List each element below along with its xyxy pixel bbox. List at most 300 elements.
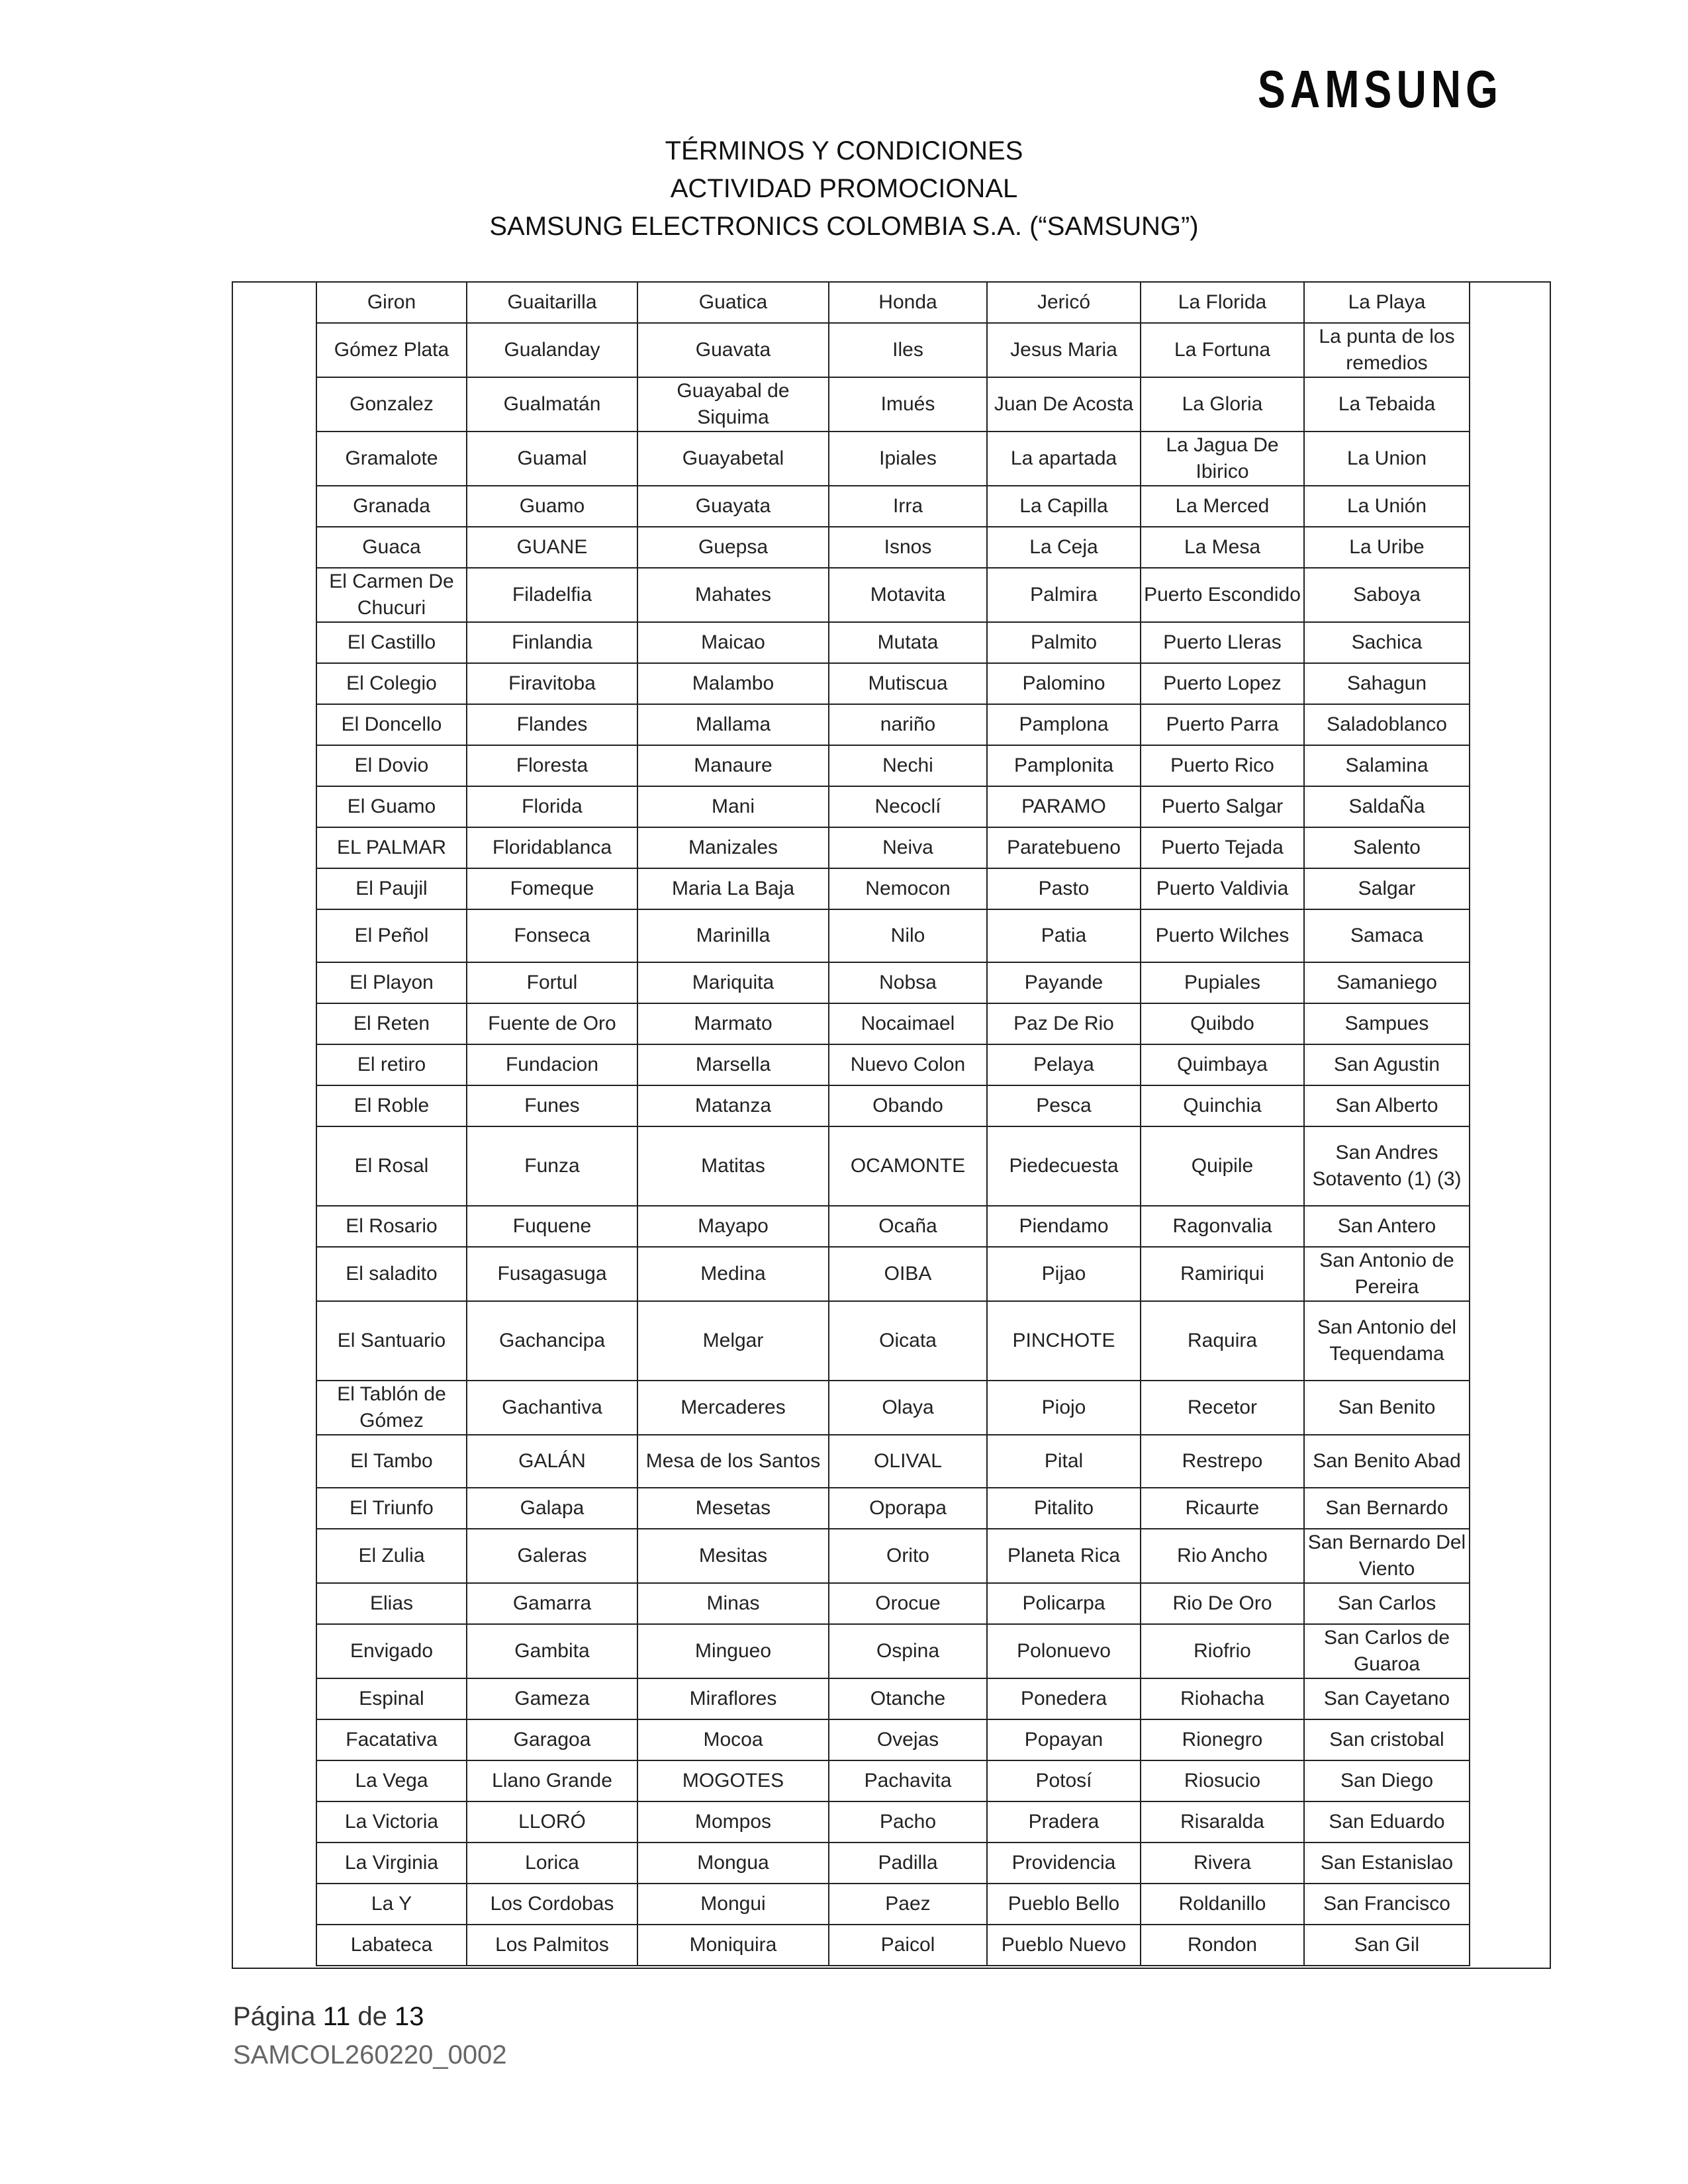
table-cell: Flandes	[467, 704, 637, 745]
table-row	[316, 962, 1470, 1003]
table-cell: San Carlos	[1304, 1583, 1470, 1624]
table-cell: Risaralda	[1141, 1801, 1304, 1843]
table-cell: Nilo	[829, 909, 987, 962]
table-row	[316, 1583, 1470, 1624]
table-cell: San Antonio de Pereira	[1304, 1247, 1470, 1301]
table-cell: Popayan	[987, 1719, 1141, 1760]
table-cell: Manaure	[637, 745, 829, 786]
table-cell: Mercaderes	[637, 1381, 829, 1435]
table-cell: GUANE	[467, 527, 637, 568]
table-cell: Guayabetal	[637, 432, 829, 486]
table-cell: Pelaya	[987, 1044, 1141, 1085]
table-row	[316, 1435, 1470, 1488]
table-cell: Mariquita	[637, 962, 829, 1003]
table-cell: La Uribe	[1304, 527, 1470, 568]
table-cell: Gonzalez	[316, 377, 467, 432]
page-current: 11	[322, 2002, 351, 2031]
table-cell: Ramiriqui	[1141, 1247, 1304, 1301]
table-row	[316, 527, 1470, 568]
table-cell: Salamina	[1304, 745, 1470, 786]
table-cell: Miraflores	[637, 1678, 829, 1719]
table-cell: Padilla	[829, 1843, 987, 1884]
table-cell: San Cayetano	[1304, 1678, 1470, 1719]
table-cell: Paicol	[829, 1925, 987, 1966]
table-row	[316, 1003, 1470, 1044]
table-cell: Marinilla	[637, 909, 829, 962]
table-cell: Funes	[467, 1085, 637, 1126]
table-cell: Riohacha	[1141, 1678, 1304, 1719]
table-cell: Rio De Oro	[1141, 1583, 1304, 1624]
table-cell: El Guamo	[316, 786, 467, 827]
table-cell: Potosí	[987, 1760, 1141, 1801]
table-cell: Manizales	[637, 827, 829, 868]
table-cell: SaldaÑa	[1304, 786, 1470, 827]
table-cell: Olaya	[829, 1381, 987, 1435]
table-cell: Pueblo Bello	[987, 1884, 1141, 1925]
table-cell: Pacho	[829, 1801, 987, 1843]
table-cell: Pital	[987, 1435, 1141, 1488]
table-cell: Raquira	[1141, 1301, 1304, 1381]
table-cell: Gómez Plata	[316, 323, 467, 377]
table-cell: Puerto Valdivia	[1141, 868, 1304, 909]
table-cell: San Diego	[1304, 1760, 1470, 1801]
table-cell: PARAMO	[987, 786, 1141, 827]
table-cell: Piojo	[987, 1381, 1141, 1435]
table-cell: Oporapa	[829, 1488, 987, 1529]
table-cell: Ospina	[829, 1624, 987, 1678]
table-cell: Nobsa	[829, 962, 987, 1003]
table-cell: Guayata	[637, 486, 829, 527]
table-cell: Saladoblanco	[1304, 704, 1470, 745]
table-cell: San Andres Sotavento (1) (3)	[1304, 1126, 1470, 1206]
table-cell: Quipile	[1141, 1126, 1304, 1206]
table-row	[316, 282, 1470, 323]
table-cell: Fusagasuga	[467, 1247, 637, 1301]
table-cell: La Florida	[1141, 282, 1304, 323]
table-cell: Patia	[987, 909, 1141, 962]
table-cell: Gramalote	[316, 432, 467, 486]
table-cell: Pamplona	[987, 704, 1141, 745]
table-cell: La Union	[1304, 432, 1470, 486]
table-cell: El Playon	[316, 962, 467, 1003]
table-cell: Mutata	[829, 622, 987, 663]
table-row	[316, 1884, 1470, 1925]
table-row	[316, 568, 1470, 622]
table-cell: Sahagun	[1304, 663, 1470, 704]
table-cell: Floridablanca	[467, 827, 637, 868]
table-cell: Juan De Acosta	[987, 377, 1141, 432]
table-cell: Funza	[467, 1126, 637, 1206]
table-cell: Piedecuesta	[987, 1126, 1141, 1206]
table-cell: Malambo	[637, 663, 829, 704]
table-cell: Pamplonita	[987, 745, 1141, 786]
table-row	[316, 1843, 1470, 1884]
table-row	[316, 622, 1470, 663]
table-cell: Guaitarilla	[467, 282, 637, 323]
table-cell: Rivera	[1141, 1843, 1304, 1884]
header-subtitle: ACTIVIDAD PROMOCIONAL	[670, 174, 1018, 203]
table-cell: Marsella	[637, 1044, 829, 1085]
table-cell: PINCHOTE	[987, 1301, 1141, 1381]
table-cell: GALÁN	[467, 1435, 637, 1488]
table-cell: Isnos	[829, 527, 987, 568]
table-cell: Galapa	[467, 1488, 637, 1529]
table-cell: Saboya	[1304, 568, 1470, 622]
table-cell: Medina	[637, 1247, 829, 1301]
table-cell: Pachavita	[829, 1760, 987, 1801]
table-cell: Puerto Wilches	[1141, 909, 1304, 962]
table-cell: La Virginia	[316, 1843, 467, 1884]
table-cell: Puerto Lleras	[1141, 622, 1304, 663]
table-cell: La Vega	[316, 1760, 467, 1801]
table-cell: Envigado	[316, 1624, 467, 1678]
table-cell: Elias	[316, 1583, 467, 1624]
table-cell: Pueblo Nuevo	[987, 1925, 1141, 1966]
table-cell: Paratebueno	[987, 827, 1141, 868]
table-cell: Ragonvalia	[1141, 1206, 1304, 1247]
table-cell: Guavata	[637, 323, 829, 377]
table-cell: El Roble	[316, 1085, 467, 1126]
table-cell: Mayapo	[637, 1206, 829, 1247]
table-row	[316, 432, 1470, 486]
municipalities-table	[316, 281, 1470, 1966]
table-cell: Jesus Maria	[987, 323, 1141, 377]
table-cell: Samaniego	[1304, 962, 1470, 1003]
table-cell: San Gil	[1304, 1925, 1470, 1966]
table-cell: Maicao	[637, 622, 829, 663]
table-cell: Gambita	[467, 1624, 637, 1678]
table-cell: La Y	[316, 1884, 467, 1925]
table-cell: Pijao	[987, 1247, 1141, 1301]
table-cell: San Antonio del Tequendama	[1304, 1301, 1470, 1381]
table-cell: Samaca	[1304, 909, 1470, 962]
table-cell: Riofrio	[1141, 1624, 1304, 1678]
table-cell: La Mesa	[1141, 527, 1304, 568]
table-cell: El Paujil	[316, 868, 467, 909]
table-cell: Gachancipa	[467, 1301, 637, 1381]
table-cell: Puerto Tejada	[1141, 827, 1304, 868]
table-cell: Espinal	[316, 1678, 467, 1719]
table-cell: Mocoa	[637, 1719, 829, 1760]
table-row	[316, 909, 1470, 962]
table-cell: MOGOTES	[637, 1760, 829, 1801]
table-cell: Mompos	[637, 1801, 829, 1843]
table-cell: Mesitas	[637, 1529, 829, 1583]
table-cell: Orito	[829, 1529, 987, 1583]
table-cell: Mahates	[637, 568, 829, 622]
table-cell: La Capilla	[987, 486, 1141, 527]
table-cell: Mingueo	[637, 1624, 829, 1678]
table-cell: Pradera	[987, 1801, 1141, 1843]
table-cell: Labateca	[316, 1925, 467, 1966]
table-cell: Paz De Rio	[987, 1003, 1141, 1044]
table-cell: El Castillo	[316, 622, 467, 663]
table-row	[316, 1719, 1470, 1760]
table-cell: San Bernardo	[1304, 1488, 1470, 1529]
table-cell: El Santuario	[316, 1301, 467, 1381]
table-cell: Quimbaya	[1141, 1044, 1304, 1085]
table-cell: Quinchia	[1141, 1085, 1304, 1126]
table-cell: Ricaurte	[1141, 1488, 1304, 1529]
table-cell: Gamarra	[467, 1583, 637, 1624]
page-mid: de	[357, 2002, 387, 2031]
table-cell: Imués	[829, 377, 987, 432]
table-cell: OCAMONTE	[829, 1126, 987, 1206]
table-cell: El Peñol	[316, 909, 467, 962]
table-row	[316, 1247, 1470, 1301]
table-cell: San Antero	[1304, 1206, 1470, 1247]
svg-text:SAMSUNG: SAMSUNG	[1258, 60, 1503, 118]
table-cell: Puerto Lopez	[1141, 663, 1304, 704]
table-cell: Los Palmitos	[467, 1925, 637, 1966]
table-row	[316, 1529, 1470, 1583]
table-cell: Mani	[637, 786, 829, 827]
table-cell: Sampues	[1304, 1003, 1470, 1044]
page-total: 13	[394, 2002, 424, 2031]
table-cell: Finlandia	[467, 622, 637, 663]
table-cell: La Merced	[1141, 486, 1304, 527]
header-company: SAMSUNG ELECTRONICS COLOMBIA S.A. (“SAMSUNG”)	[489, 212, 1199, 241]
table-cell: San Carlos de Guaroa	[1304, 1624, 1470, 1678]
document-code: SAMCOL260220_0002	[233, 2040, 507, 2070]
table-cell: Marmato	[637, 1003, 829, 1044]
table-cell: Irra	[829, 486, 987, 527]
table-cell: Fuquene	[467, 1206, 637, 1247]
table-cell: Jericó	[987, 282, 1141, 323]
table-cell: Guamal	[467, 432, 637, 486]
table-cell: El Triunfo	[316, 1488, 467, 1529]
table-cell: Payande	[987, 962, 1141, 1003]
table-cell: Obando	[829, 1085, 987, 1126]
table-cell: Maria La Baja	[637, 868, 829, 909]
table-cell: Facatativa	[316, 1719, 467, 1760]
table-row	[316, 1206, 1470, 1247]
table-cell: Gualanday	[467, 323, 637, 377]
table-cell: Pupiales	[1141, 962, 1304, 1003]
table-cell: Palomino	[987, 663, 1141, 704]
table-cell: Paez	[829, 1884, 987, 1925]
table-cell: El Tablón de Gómez	[316, 1381, 467, 1435]
table-cell: Rondon	[1141, 1925, 1304, 1966]
table-cell: El Zulia	[316, 1529, 467, 1583]
table-cell: Mongua	[637, 1843, 829, 1884]
table-cell: Planeta Rica	[987, 1529, 1141, 1583]
table-cell: Mesetas	[637, 1488, 829, 1529]
table-cell: Fortul	[467, 962, 637, 1003]
table-cell: La Tebaida	[1304, 377, 1470, 432]
table-cell: Ocaña	[829, 1206, 987, 1247]
table-cell: Guepsa	[637, 527, 829, 568]
table-cell: Neiva	[829, 827, 987, 868]
table-cell: Melgar	[637, 1301, 829, 1381]
table-cell: El Dovio	[316, 745, 467, 786]
table-cell: La Jagua De Ibirico	[1141, 432, 1304, 486]
table-cell: Palmira	[987, 568, 1141, 622]
table-cell: El Colegio	[316, 663, 467, 704]
page-number	[233, 2002, 424, 2032]
table-cell: Los Cordobas	[467, 1884, 637, 1925]
table-cell: La Gloria	[1141, 377, 1304, 432]
table-cell: San Agustin	[1304, 1044, 1470, 1085]
table-cell: Puerto Parra	[1141, 704, 1304, 745]
table-cell: La apartada	[987, 432, 1141, 486]
table-cell: San Benito	[1304, 1381, 1470, 1435]
table-cell: Giron	[316, 282, 467, 323]
table-row	[316, 1925, 1470, 1966]
table-cell: Guatica	[637, 282, 829, 323]
table-row	[316, 1044, 1470, 1085]
table-cell: Puerto Salgar	[1141, 786, 1304, 827]
table-cell: El Reten	[316, 1003, 467, 1044]
table-cell: Ponedera	[987, 1678, 1141, 1719]
table-cell: EL PALMAR	[316, 827, 467, 868]
table-cell: Nechi	[829, 745, 987, 786]
table-cell: Motavita	[829, 568, 987, 622]
table-cell: Pasto	[987, 868, 1141, 909]
header-title: TÉRMINOS Y CONDICIONES	[665, 136, 1023, 165]
table-row	[316, 1624, 1470, 1678]
table-cell: Llano Grande	[467, 1760, 637, 1801]
table-cell: Gachantiva	[467, 1381, 637, 1435]
table-cell: El Rosario	[316, 1206, 467, 1247]
table-cell: El Carmen De Chucuri	[316, 568, 467, 622]
table-cell: San Francisco	[1304, 1884, 1470, 1925]
table-cell: nariño	[829, 704, 987, 745]
table-cell: Oicata	[829, 1301, 987, 1381]
table-cell: OLIVAL	[829, 1435, 987, 1488]
table-cell: Mallama	[637, 704, 829, 745]
table-cell: El retiro	[316, 1044, 467, 1085]
table-row	[316, 1760, 1470, 1801]
table-cell: Roldanillo	[1141, 1884, 1304, 1925]
table-cell: Ipiales	[829, 432, 987, 486]
table-row	[316, 1381, 1470, 1435]
table-cell: Riosucio	[1141, 1760, 1304, 1801]
table-cell: Galeras	[467, 1529, 637, 1583]
page-prefix: Página	[233, 2002, 316, 2031]
table-row	[316, 1085, 1470, 1126]
table-cell: Guayabal de Siquima	[637, 377, 829, 432]
table-cell: Iles	[829, 323, 987, 377]
table-cell: San Eduardo	[1304, 1801, 1470, 1843]
table-cell: San Alberto	[1304, 1085, 1470, 1126]
table-cell: Gualmatán	[467, 377, 637, 432]
table-cell: Fomeque	[467, 868, 637, 909]
table-cell: Ovejas	[829, 1719, 987, 1760]
table-cell: San Benito Abad	[1304, 1435, 1470, 1488]
table-cell: La punta de los remedios	[1304, 323, 1470, 377]
table-cell: Minas	[637, 1583, 829, 1624]
table-cell: Honda	[829, 282, 987, 323]
table-row	[316, 377, 1470, 432]
table-cell: Pitalito	[987, 1488, 1141, 1529]
table-row	[316, 704, 1470, 745]
table-cell: Quibdo	[1141, 1003, 1304, 1044]
table-cell: Guamo	[467, 486, 637, 527]
table-cell: La Ceja	[987, 527, 1141, 568]
table-row	[316, 1488, 1470, 1529]
table-cell: Puerto Escondido	[1141, 568, 1304, 622]
table-cell: Matanza	[637, 1085, 829, 1126]
table-row	[316, 1678, 1470, 1719]
table-cell: Guaca	[316, 527, 467, 568]
table-row	[316, 745, 1470, 786]
table-cell: El Tambo	[316, 1435, 467, 1488]
table-row	[316, 827, 1470, 868]
table-cell: Rionegro	[1141, 1719, 1304, 1760]
samsung-logo	[1254, 61, 1506, 120]
table-cell: Puerto Rico	[1141, 745, 1304, 786]
table-cell: Recetor	[1141, 1381, 1304, 1435]
table-cell: Palmito	[987, 622, 1141, 663]
table-cell: La Playa	[1304, 282, 1470, 323]
table-cell: Florida	[467, 786, 637, 827]
table-cell: Policarpa	[987, 1583, 1141, 1624]
table-cell: Fundacion	[467, 1044, 637, 1085]
table-cell: Orocue	[829, 1583, 987, 1624]
table-cell: Moniquira	[637, 1925, 829, 1966]
table-cell: LLORÓ	[467, 1801, 637, 1843]
table-row	[316, 1801, 1470, 1843]
table-row	[316, 868, 1470, 909]
table-cell: Garagoa	[467, 1719, 637, 1760]
table-row	[316, 1301, 1470, 1381]
table-cell: Fonseca	[467, 909, 637, 962]
table-row	[316, 786, 1470, 827]
table-cell: OIBA	[829, 1247, 987, 1301]
table-cell: Nemocon	[829, 868, 987, 909]
table-row	[316, 1126, 1470, 1206]
table-cell: Nuevo Colon	[829, 1044, 987, 1085]
table-cell: La Unión	[1304, 486, 1470, 527]
table-body	[316, 282, 1470, 1966]
table-cell: San cristobal	[1304, 1719, 1470, 1760]
table-cell: Fuente de Oro	[467, 1003, 637, 1044]
table-cell: Piendamo	[987, 1206, 1141, 1247]
table-cell: Filadelfia	[467, 568, 637, 622]
table-cell: Otanche	[829, 1678, 987, 1719]
table-cell: Sachica	[1304, 622, 1470, 663]
table-row	[316, 663, 1470, 704]
table-cell: Mutiscua	[829, 663, 987, 704]
table-cell: Mongui	[637, 1884, 829, 1925]
document-header	[0, 132, 1688, 246]
table-cell: La Fortuna	[1141, 323, 1304, 377]
table-cell: Providencia	[987, 1843, 1141, 1884]
table-cell: San Bernardo Del Viento	[1304, 1529, 1470, 1583]
table-cell: Pesca	[987, 1085, 1141, 1126]
table-cell: San Estanislao	[1304, 1843, 1470, 1884]
table-cell: Salento	[1304, 827, 1470, 868]
table-cell: Necoclí	[829, 786, 987, 827]
table-cell: Gameza	[467, 1678, 637, 1719]
table-cell: Salgar	[1304, 868, 1470, 909]
table-row	[316, 486, 1470, 527]
table-cell: El saladito	[316, 1247, 467, 1301]
table-cell: Matitas	[637, 1126, 829, 1206]
table-cell: Rio Ancho	[1141, 1529, 1304, 1583]
table-row	[316, 323, 1470, 377]
table-cell: El Doncello	[316, 704, 467, 745]
table-cell: Nocaimael	[829, 1003, 987, 1044]
table-cell: Restrepo	[1141, 1435, 1304, 1488]
table-cell: Mesa de los Santos	[637, 1435, 829, 1488]
table-cell: Lorica	[467, 1843, 637, 1884]
table-cell: La Victoria	[316, 1801, 467, 1843]
table-cell: Polonuevo	[987, 1624, 1141, 1678]
table-cell: Floresta	[467, 745, 637, 786]
table-cell: Firavitoba	[467, 663, 637, 704]
